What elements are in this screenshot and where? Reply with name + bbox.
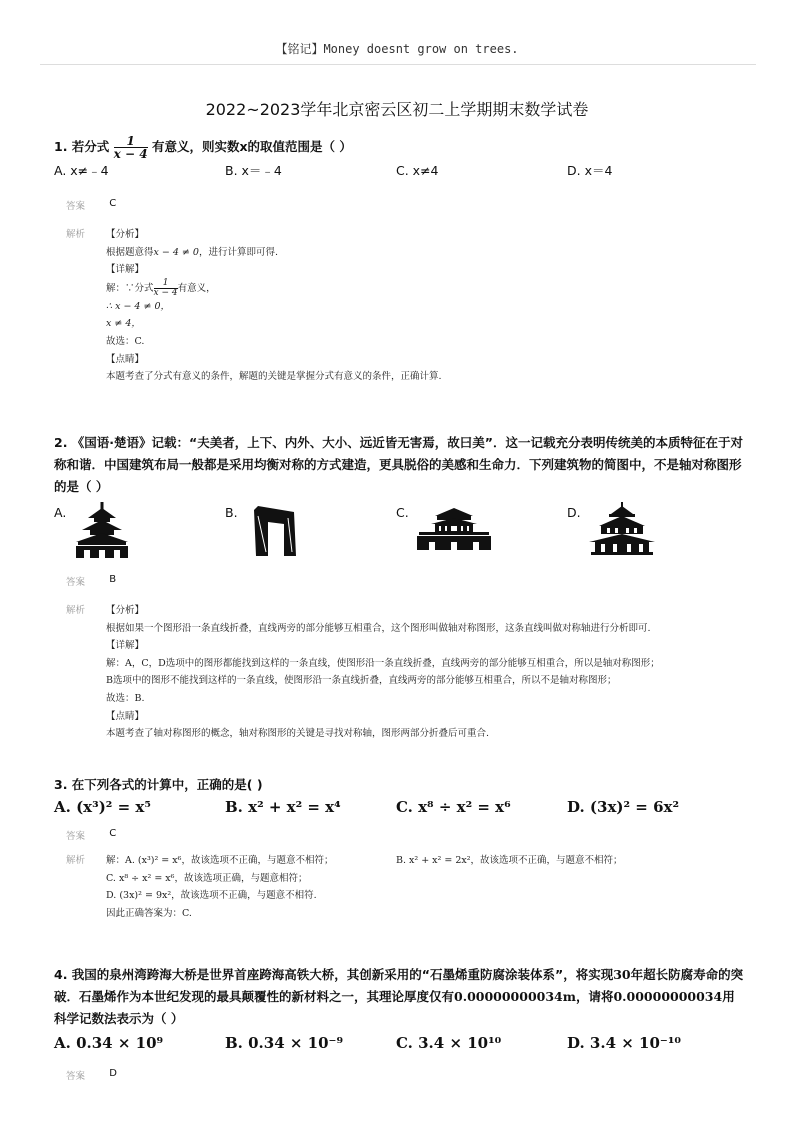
answer-row [66,198,744,212]
explanation-line: C. x⁸ ÷ x² = x⁶，故该选项正确，与题意相符； [106,872,308,884]
fraction-denominator: x − 4 [113,147,148,161]
explanation-line: 本题考查了分式有意义的条件，解题的关键是掌握分式有意义的条件，正确计算. [106,371,442,383]
explanation [66,226,744,386]
comment-tag: 【点睛】 [106,710,145,722]
answer-label: 答案 [66,831,86,842]
question-4-stem-text: 用科学记数法表示为（ ） [54,989,735,1026]
answer-row [66,1068,744,1082]
explanation-line: ∴ x − 4 ≠ 0， [106,300,171,312]
option-d[interactable] [567,502,738,562]
explanation-text: 有意义， [177,282,216,294]
question-3 [54,774,744,922]
explanation-body [106,602,726,743]
question-4-stem [54,964,744,1030]
analysis-tag: 【分析】 [106,605,145,616]
analysis-label: 解析 [66,605,86,616]
explanation-math: x − 4 ≠ 0 [153,246,199,258]
fraction-denominator: x − 4 [153,287,178,298]
explanation-text: ，进行计算即可得. [198,246,278,258]
question-2-options [54,502,744,562]
explanation-body [106,852,623,922]
option-a[interactable]: A. x≠﹣4 [54,163,109,178]
question-4-stem-text: 4. 我国的泉州湾跨海大桥是世界首座跨海高铁大桥，其创新采用的“石墨烯重防腐涂装体系”，将实现 [54,967,614,982]
question-1-stem-text-2: 有意义，则实数x的取值范围是（ ） [151,139,352,154]
option-c[interactable] [396,502,567,562]
option-a-label: A. [54,505,67,520]
fraction-numerator: 1 [114,135,148,148]
explanation-text: 解：A. (x³)² = x⁶，故该选项不正确，与题意不相符； [106,855,334,866]
option-b-label: B. [225,505,238,520]
analysis-label: 解析 [66,229,86,240]
explanation-line: 根据如果一个图形沿一条直线折叠，直线两旁的部分能够互相重合，这个图形叫做轴对称图形，这条直线叫做对称轴进行分析即可. [106,622,651,634]
option-b[interactable]: B. x² + x² = x⁴ [225,798,341,816]
answer-row [66,574,744,588]
answer-value: C [109,198,117,209]
explanation-line [106,279,442,298]
detail-tag: 【详解】 [106,640,145,652]
comment-tag: 【点睛】 [106,353,145,365]
option-b[interactable]: B. 0.34 × 10⁻⁹ [225,1034,344,1052]
cctv-tower-icon [244,502,304,558]
question-2 [54,432,744,743]
explanation-text: 根据题意得 [106,246,154,258]
tiananmen-icon [415,502,493,558]
analysis-label: 解析 [66,855,86,866]
option-d[interactable]: D. x＝4 [567,163,613,178]
option-b[interactable]: B. x＝﹣4 [225,163,282,178]
question-2-stem: 2. 《国语·楚语》记载：“夫美者，上下、内外、大小、远近皆无害焉，故曰美”．这一记载充分表明传统美的本质特征在于对称和谐．中国建筑布局一般都是采用均衡对称的方式建造，更具脱俗的美感和生命力．下列建筑物的简图中，不是轴对称图形的是（ ） [54,435,743,494]
question-4-number: 30 [613,967,631,982]
option-c[interactable]: C. 3.4 × 10¹⁰ [396,1034,502,1052]
question-4-number: 0.00000000034m [454,989,576,1004]
explanation-line: 故选：B. [106,692,145,704]
question-3-options [54,796,744,818]
explanation [66,602,744,743]
explanation-line [106,852,623,870]
answer-label: 答案 [66,577,86,588]
option-c-label: C. [396,505,409,520]
question-4-options [54,1032,744,1054]
question-4-stem-text: ，请将 [575,989,614,1004]
pagoda-icon [72,502,132,558]
answer-value: B [109,574,117,585]
explanation-line: 解：A，C，D选项中的图形都能找到这样的一条直线，使图形沿一条直线折叠，直线两旁的部分能够互相重合，所以是轴对称图形； [106,657,660,669]
explanation-text: 解：∵分式 [106,282,154,294]
explanation-line: 本题考查了轴对称图形的概念，轴对称图形的关键是寻找对称轴，图形两部分折叠后可重合. [106,728,490,740]
analysis-tag: 【分析】 [106,229,145,240]
answer-row [66,828,744,842]
question-4 [54,964,744,1082]
explanation-line: D. (3x)² = 9x²，故该选项不正确，与题意不相符. [106,890,317,902]
explanation-text: B. x² + x² = 2x²，故该选项不正确，与题意不相符； [396,855,623,866]
answer-label: 答案 [66,201,86,212]
option-b[interactable] [225,502,396,562]
option-a[interactable] [54,502,225,562]
temple-of-heaven-icon [587,502,657,558]
option-a[interactable]: A. (x³)² = x⁵ [54,798,151,816]
header-divider [40,64,756,65]
question-1-stem-text: 1. 若分式 [54,139,110,154]
explanation-line: B选项中的图形不能找到这样的一条直线，使图形沿一条直线折叠，直线两旁的部分能够互相重合，所以不是轴对称图形； [106,675,617,687]
option-c[interactable]: C. x⁸ ÷ x² = x⁶ [396,798,511,816]
question-4-stem-text: 年超长防腐寿命的突破．石墨烯作为本世纪发现的最具颠覆性的新材料之一，其理论厚度仅有 [54,967,744,1004]
option-d[interactable]: D. 3.4 × 10⁻¹⁰ [567,1034,681,1052]
option-a[interactable]: A. 0.34 × 10⁹ [54,1034,164,1052]
detail-tag: 【详解】 [106,264,145,276]
answer-label: 答案 [66,1071,86,1082]
question-4-number: 0.00000000034 [613,989,723,1004]
header-note: 【铭记】Money doesnt grow on trees. [275,42,519,56]
question-1-fraction [114,135,148,160]
explanation-line: 故选：C. [106,335,145,347]
question-1 [54,135,744,386]
explanation-fraction [154,279,178,298]
question-3-stem: 3. 在下列各式的计算中，正确的是( ) [54,777,263,792]
explanation-line: 因此正确答案为：C. [106,907,192,919]
explanation-body [106,226,442,386]
explanation-line: x ≠ 4， [106,318,141,330]
option-d-label: D. [567,505,581,520]
answer-value: C [109,828,117,839]
page-title: 2022~2023学年北京密云区初二上学期期末数学试卷 [205,100,589,119]
fraction-numerator: 1 [154,279,178,289]
explanation [66,852,744,922]
question-1-stem [54,135,744,160]
answer-value: D [109,1068,117,1079]
option-c[interactable]: C. x≠4 [396,163,439,178]
option-d[interactable]: D. (3x)² = 6x² [567,798,680,816]
explanation-line [106,244,442,262]
question-1-options [54,160,744,182]
